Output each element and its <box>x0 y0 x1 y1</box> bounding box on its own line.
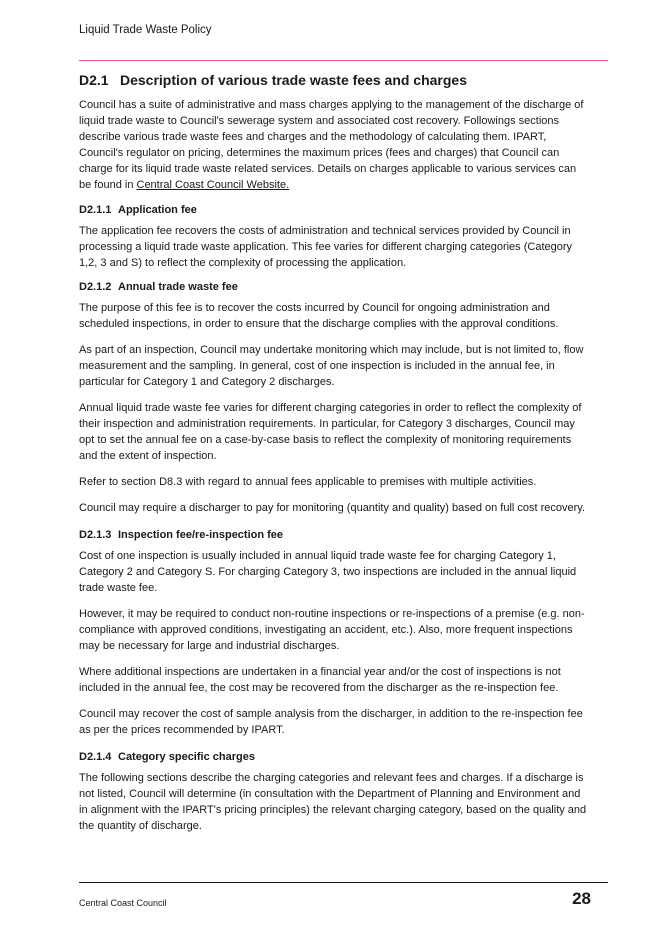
paragraph: The purpose of this fee is to recover the costs incurred by Council for ongoing administration and scheduled inspections, in order to ensure that the discharge complies with the approval conditions. <box>79 302 559 330</box>
page-content <box>79 71 591 844</box>
paragraph: However, it may be required to conduct non-routine inspections or re-inspections of a premise (e.g. non-compliance with approved conditions, investigating an accident, etc.). Also, more frequent inspections may be necessary for large and industrial discharges. <box>79 608 585 652</box>
section-heading <box>79 71 591 89</box>
subsection-heading-application-fee <box>79 203 591 217</box>
running-header: Liquid Trade Waste Policy <box>79 24 212 36</box>
paragraph: Where additional inspections are undertaken in a financial year and/or the cost of inspections is not included in the annual fee, the cost may be recovered from the discharger as the re-inspection fee. <box>79 666 561 694</box>
subsection-number: D2.1.4 <box>79 751 112 763</box>
page-number: 28 <box>572 889 591 908</box>
subsection-title: Application fee <box>118 204 197 216</box>
subsection-heading-inspection-fee <box>79 528 591 542</box>
subsection-heading-annual-fee <box>79 280 591 294</box>
section-intro <box>79 97 591 193</box>
paragraph: Annual liquid trade waste fee varies for different charging categories in order to reflect the complexity of their inspection and administration requirements. In particular, for Category 3 discharges, Council may opt to set the annual fee on a case-by-case basis to reflect the complexity of monitoring requirements and the extent of inspection. <box>79 402 582 462</box>
subsection-number: D2.1.2 <box>79 281 112 293</box>
subsection-heading-category-charges <box>79 750 591 764</box>
footer-divider <box>79 882 608 883</box>
paragraph: Council may recover the cost of sample analysis from the discharger, in addition to the re-inspection fee as per the prices recommended by IPART. <box>79 708 583 736</box>
section-intro-text: Council has a suite of administrative and mass charges applying to the management of the discharge of liquid trade waste to Council's sewerage system and associated cost recovery. Followings sections describe various trade waste fees and charges and the methodology of calculating them. IPART, Council's regulator on pricing, determines the maximum prices (fees and charges) that Council can charge for its liquid trade waste related services. Details on charges applicable to various services can be found in <box>79 99 584 191</box>
header-divider <box>79 60 608 61</box>
paragraph: The application fee recovers the costs of administration and technical services provided by Council in processing a liquid trade waste application. This fee varies for different charging categories (Category 1,2, 3 and S) to reflect the complexity of processing the application. <box>79 225 573 269</box>
footer-organization: Central Coast Council <box>79 898 167 908</box>
subsection-title: Category specific charges <box>118 751 255 763</box>
paragraph: As part of an inspection, Council may undertake monitoring which may include, but is not limited to, flow measurement and the sampling. In general, cost of one inspection is included in the annual fee, in particular for Category 1 and Category 2 discharges. <box>79 344 584 388</box>
section-number: D2.1 <box>79 72 109 88</box>
paragraph: Council may require a discharger to pay for monitoring (quantity and quality) based on full cost recovery. <box>79 502 586 514</box>
paragraph: The following sections describe the charging categories and relevant fees and charges. If a discharge is not listed, Council will determine (in consultation with the Department of Planning and Environment and in alignment with the IPART's pricing principles) the relevant charging category, based on the quality and the quantity of discharge. <box>79 772 587 832</box>
paragraph: Cost of one inspection is usually included in annual liquid trade waste fee for charging Category 1, Category 2 and Category S. For charging Category 3, two inspections are included in the annual liquid trade waste fee. <box>79 550 577 594</box>
section-title: Description of various trade waste fees and charges <box>120 72 468 88</box>
paragraph: Refer to section D8.3 with regard to annual fees applicable to premises with multiple activities. <box>79 476 537 488</box>
subsection-title: Inspection fee/re-inspection fee <box>118 529 284 541</box>
subsection-title: Annual trade waste fee <box>118 281 238 293</box>
subsection-number: D2.1.3 <box>79 529 112 541</box>
subsection-number: D2.1.1 <box>79 204 112 216</box>
council-website-link[interactable]: Central Coast Council Website. <box>136 179 290 191</box>
